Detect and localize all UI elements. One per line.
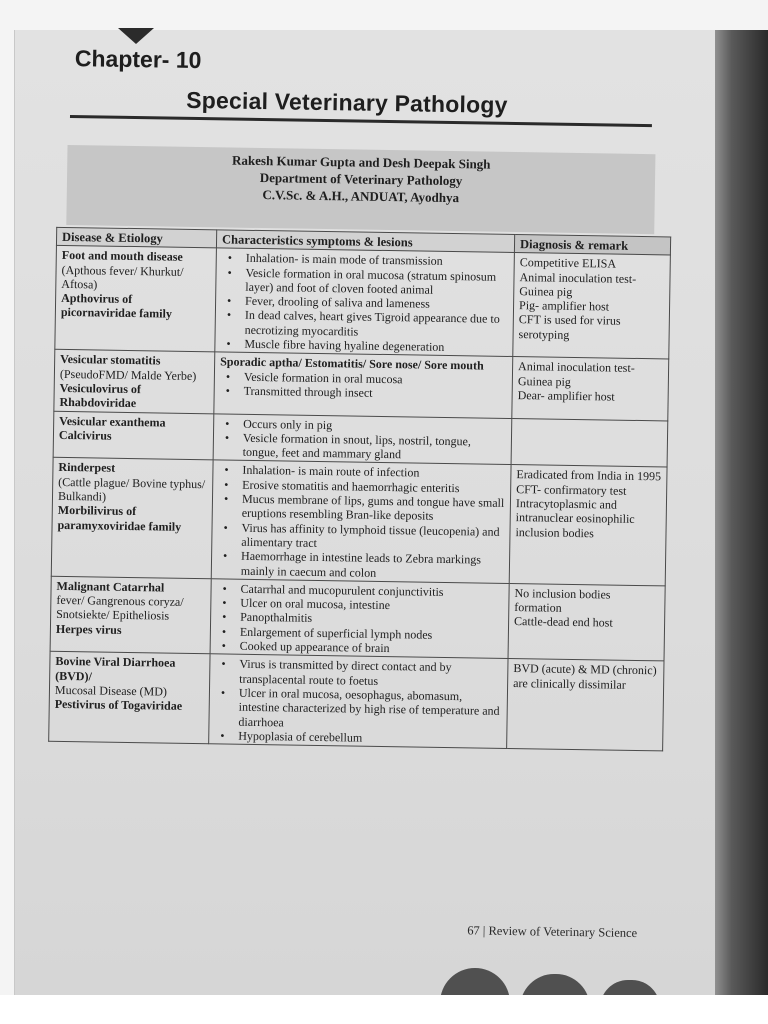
header-diagnosis: Diagnosis & remark (514, 235, 670, 256)
author-department: Department of Veterinary Pathology (259, 170, 463, 189)
disease-etiology: Morbilivirus of paramyxoviridae family (57, 503, 182, 534)
author-institution: C.V.Sc. & A.H., ANDUAT, Ayodhya (262, 187, 460, 206)
symptoms-cell (213, 413, 512, 465)
symptom-item: • Vesicle formation in snout, lips, nostril, tongue, tongue, feet and mammary gland (243, 431, 506, 464)
disease-table (48, 227, 671, 752)
symptoms-list (217, 463, 506, 582)
diagnosis-cell (508, 583, 665, 661)
symptom-item: • Muscle fibre having hyaline degeneration (244, 337, 507, 355)
symptom-item: • In dead calves, heart gives Tigroid appearance due to necrotizing myocarditis (245, 308, 508, 341)
diagnosis-cell (513, 253, 671, 360)
diagnosis-item: No inclusion bodies formation (514, 585, 611, 615)
disease-cell (49, 652, 210, 744)
disease-etiology: Pestivirus of Togaviridae (54, 697, 183, 714)
diagnosis-item: Cattle-dead end host (513, 614, 613, 631)
diagnosis-cell (511, 418, 668, 467)
disease-name: Calcivirus (58, 427, 112, 443)
disease-aliases: fever/ Gangrenous coryza/ Snotsiekte/ Epitheliosis (56, 592, 184, 624)
symptom-item: • Mucus membrane of lips, gums and tongue have small eruptions resembling Bran-like deposits (242, 492, 505, 525)
symptom-item: • Enlargement of superficial lymph nodes (240, 624, 503, 642)
book-title: Review of Veterinary Science (488, 923, 638, 941)
header-disease: Disease & Etiology (56, 227, 216, 248)
symptom-item: • Catarrhal and mucopurulent conjunctivitis (240, 582, 503, 600)
disease-aliases: Mucosal Disease (MD) (54, 682, 168, 699)
disease-etiology: Herpes virus (55, 621, 122, 637)
diagnosis-cell (507, 659, 664, 751)
symptoms-cell (215, 248, 515, 357)
diagnosis-item: Animal inoculation test- Guinea pig (519, 269, 637, 299)
symptoms-cell (214, 352, 513, 418)
diagnosis-item: BVD (acute) & MD (chronic) are clinically dissimilar (513, 661, 657, 692)
symptoms-list (219, 416, 507, 463)
diagnosis-item: Competitive ELISA (519, 255, 617, 271)
disease-cell (55, 246, 217, 353)
page-footer: 67 | Review of Veterinary Science (467, 923, 638, 941)
author-names: Rakesh Kumar Gupta and Desh Deepak Singh (231, 152, 491, 172)
disease-aliases: (Apthous fever/ Khurkut/ Aftosa) (61, 262, 184, 292)
disease-etiology: Apthovirus of picornaviridae family (60, 291, 173, 322)
diagnosis-item: Eradicated from India in 1995 (516, 467, 662, 484)
background-bottom (0, 995, 768, 1024)
header-symptoms: Characteristics symptoms & lesions (216, 230, 514, 253)
diagnosis-item: CFT is used for virus serotyping (518, 312, 621, 342)
symptom-item: • Hypoplasia of cerebellum (238, 729, 501, 747)
symptom-item: • Panopthalmitis (240, 610, 503, 628)
disease-aliases: (PseudoFMD/ Malde Yerbe) (59, 366, 197, 383)
symptom-item: • Virus is transmitted by direct contact and by transplacental route to foetus (239, 657, 502, 690)
symptom-item: • Cooked up appearance of brain (240, 639, 503, 657)
table-body (49, 246, 671, 751)
symptom-item: • Haemorrhage in intestine leads to Zebra markings mainly in caecum and colon (241, 549, 504, 582)
diagnosis-item: Pig- amplifier host (518, 298, 610, 314)
symptom-item: • Vesicle formation in oral mucosa (244, 369, 507, 387)
page-number: 67 (467, 923, 480, 938)
diagnosis-item: Dear- amplifier host (517, 388, 615, 404)
disease-etiology: Vesiculovirus of Rhabdoviridae (59, 380, 142, 411)
disease-name: Vesicular exanthema (59, 413, 166, 430)
disease-aliases: (Cattle plague/ Bovine typhus/ Bulkandi) (57, 474, 206, 504)
symptom-item: • Inhalation- is main route of infection (242, 463, 505, 481)
diagnosis-cell (512, 357, 669, 421)
disease-cell (51, 458, 213, 579)
symptom-item: • Ulcer on oral mucosa, intestine (240, 596, 503, 614)
disease-name: Vesicular stomatitis (60, 352, 161, 368)
diagnosis-item: Animal inoculation test- Guinea pig (517, 359, 635, 389)
title-rule (70, 115, 652, 127)
page-title: Special Veterinary Pathology (186, 86, 508, 118)
disease-name: Malignant Catarrhal (56, 578, 165, 595)
symptom-item: • Erosive stomatitis and haemorrhagic enteritis (242, 478, 505, 496)
symptoms-cell (211, 460, 511, 583)
disease-cell (53, 411, 214, 460)
symptoms-lead: Sporadic aptha/ Estomatitis/ Sore nose/ Sore mouth (220, 354, 484, 373)
chapter-label: Chapter- 10 (74, 45, 202, 74)
disease-cell (54, 350, 215, 414)
symptom-item: • Transmitted through insect (244, 384, 507, 402)
symptom-item: • Fever, drooling of saliva and lameness (245, 294, 508, 312)
disease-name: Bovine Viral Diarrhoea (BVD)/ (55, 654, 176, 684)
symptom-item: • Ulcer in oral mucosa, oesophagus, abomasum, intestine characterized by high rise of temperature and diarrhoea (238, 686, 502, 733)
symptom-item: • Occurs only in pig (243, 416, 506, 434)
authors-block (67, 149, 656, 209)
symptoms-cell (209, 654, 508, 748)
symptoms-list (214, 657, 502, 747)
disease-name: Rinderpest (58, 460, 116, 476)
table-row (54, 350, 669, 421)
table-row (50, 576, 665, 661)
table-row (55, 246, 671, 360)
diagnosis-cell (509, 465, 667, 586)
symptom-item: • Vesicle formation in oral mucosa (stratum spinosum layer) and foot of cloven footed animal (245, 265, 508, 298)
symptoms-cell (210, 579, 509, 659)
symptom-item: • Virus has affinity to lymphoid tissue (leucopenia) and alimentary tract (241, 520, 504, 553)
table-row (51, 458, 667, 586)
disease-cell (50, 576, 211, 654)
diagnosis-item: Intracytoplasmic and intranuclear eosinophilic inclusion bodies (515, 496, 635, 540)
table-row (49, 652, 664, 751)
fingers-holding-page (440, 960, 670, 1000)
diagnosis-item: CFT- confirmatory test (516, 481, 627, 498)
symptoms-list (216, 581, 504, 657)
symptoms-list (220, 369, 507, 402)
disease-name: Foot and mouth disease (61, 248, 183, 265)
symptom-item: • Inhalation- is main mode of transmission (246, 251, 509, 269)
symptoms-list (220, 251, 509, 356)
